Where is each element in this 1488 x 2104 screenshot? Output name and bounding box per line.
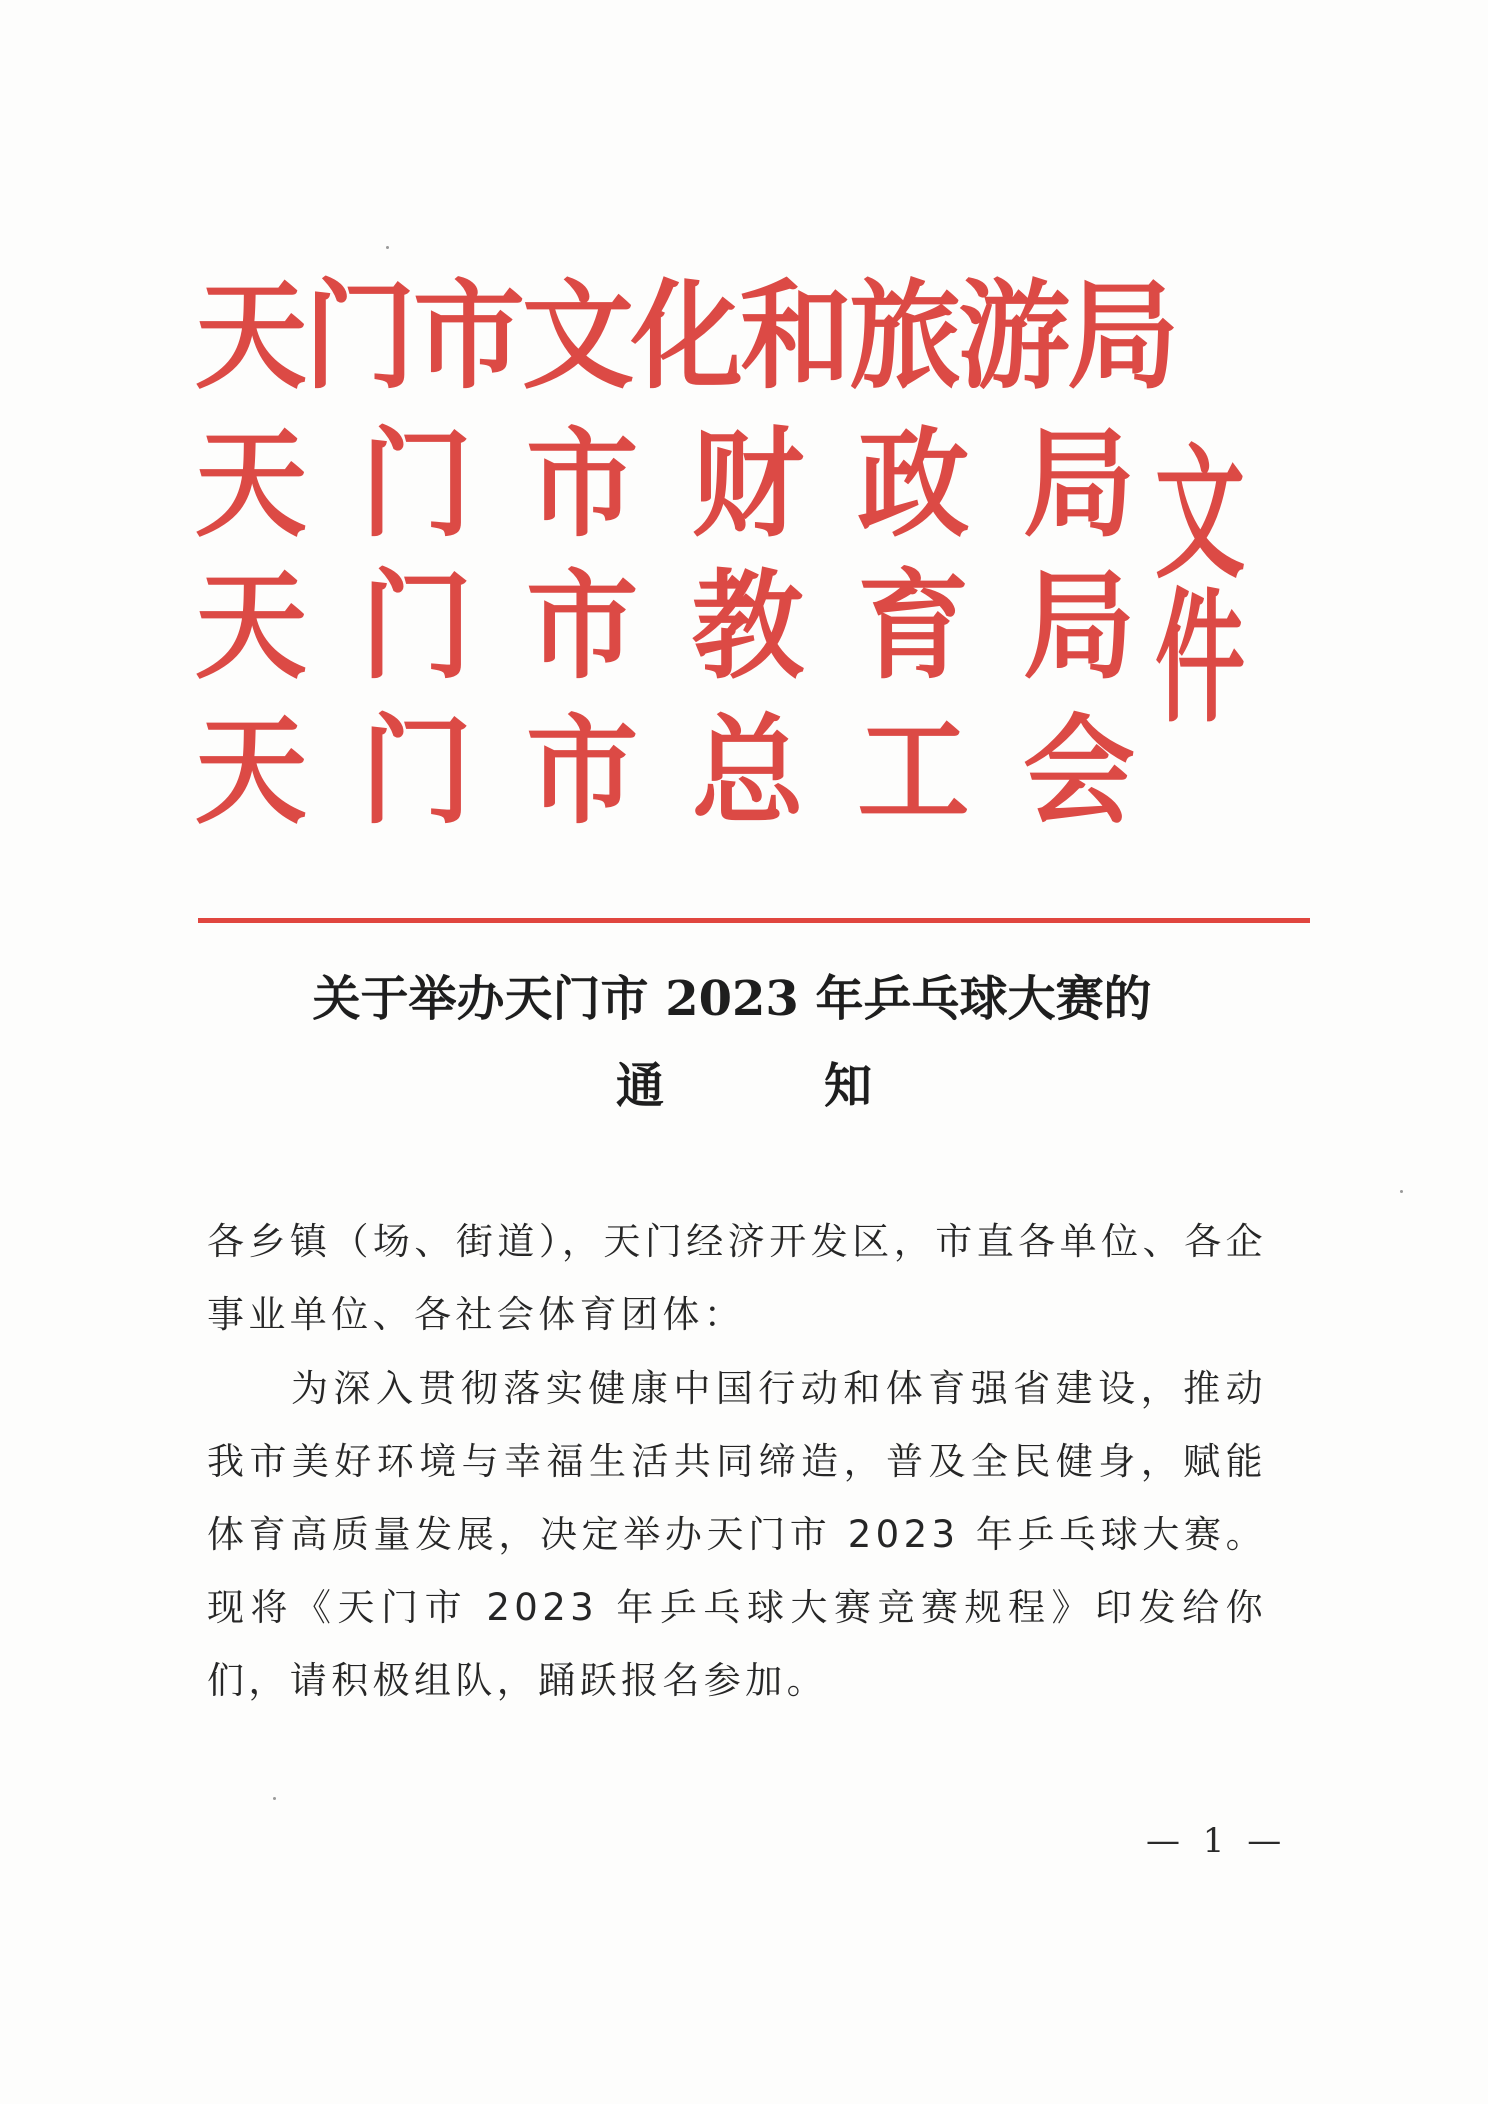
org-char: 总 — [691, 703, 804, 841]
org-line-trade-union — [195, 703, 1135, 841]
org-char: 门 — [360, 558, 473, 696]
org-char: 会 — [1022, 703, 1135, 841]
org-char: 局 — [1067, 268, 1176, 406]
org-line-education — [195, 558, 1135, 696]
org-char: 市 — [526, 416, 639, 554]
org-line-finance — [195, 416, 1135, 554]
org-char: 文 — [522, 268, 631, 406]
org-char: 市 — [526, 703, 639, 841]
org-char: 门 — [360, 703, 473, 841]
org-char: 天 — [195, 558, 307, 696]
salutation: 各乡镇（场、街道），天门经济开发区，市直各单位、各企事业单位、各社会体育团体： — [207, 1220, 1267, 1336]
org-char: 市 — [413, 268, 522, 406]
document-suffix: 文件 — [1155, 431, 1241, 744]
org-char: 财 — [691, 416, 804, 554]
scan-speck — [1400, 1190, 1403, 1193]
red-separator-line — [198, 918, 1310, 923]
body-paragraph: 为深入贯彻落实健康中国行动和体育强省建设，推动我市美好环境与幸福生活共同缔造，普及全民健身，赋能体育高质量发展，决定举办天门市 2023 年乒乓球大赛。现将《天门市 2023 年乒乓球大赛竞赛规程》印发给你们，请积极组队，踊跃报名参加。 — [207, 1367, 1267, 1702]
org-char: 旅 — [849, 268, 958, 406]
org-char: 政 — [857, 416, 970, 554]
org-char: 天 — [195, 703, 307, 841]
org-line-culture-tourism — [195, 268, 1176, 406]
scan-speck — [386, 246, 389, 249]
org-char: 局 — [1022, 558, 1135, 696]
org-char: 天 — [195, 416, 307, 554]
org-char: 育 — [857, 558, 970, 696]
org-char: 市 — [526, 558, 639, 696]
org-char: 教 — [691, 558, 804, 696]
org-char: 和 — [740, 268, 849, 406]
org-char: 化 — [631, 268, 740, 406]
org-char: 工 — [857, 703, 970, 841]
scan-speck — [273, 1797, 276, 1800]
org-char: 门 — [304, 268, 413, 406]
org-char: 局 — [1022, 416, 1135, 554]
document-title: 关于举办天门市 2023 年乒乓球大赛的 — [312, 971, 1152, 1027]
org-char: 游 — [958, 268, 1067, 406]
org-char: 天 — [195, 268, 304, 406]
document-title-notice: 通知 — [615, 1058, 1032, 1114]
org-char: 门 — [360, 416, 473, 554]
page-number: — 1 — — [1146, 1821, 1288, 1861]
